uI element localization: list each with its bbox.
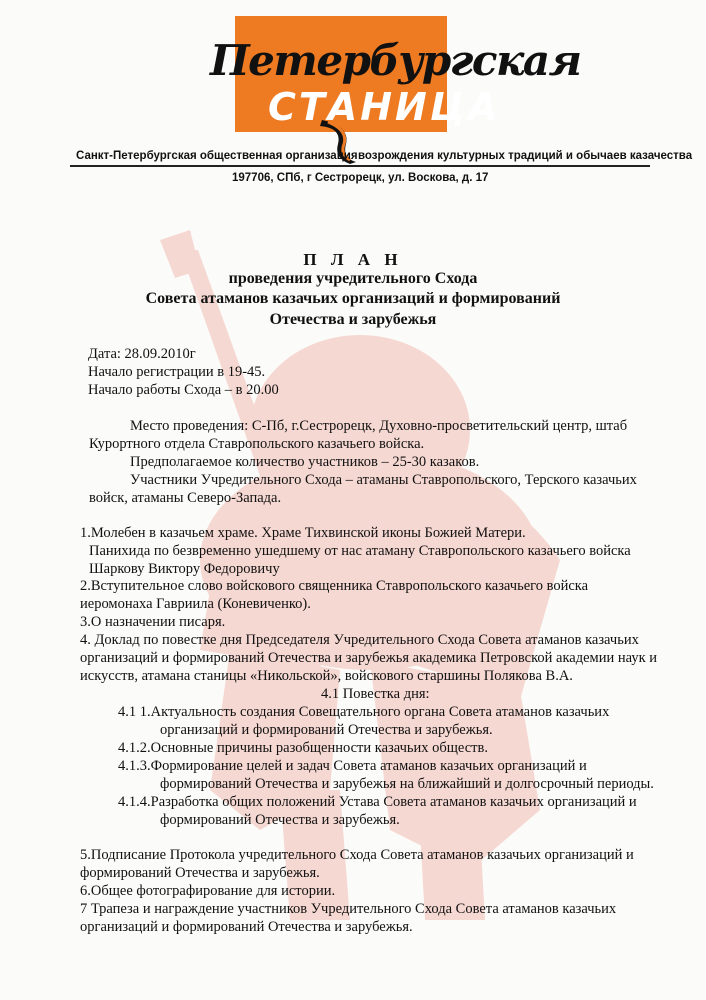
- agenda-item-6: 6.Общее фотографирование для истории.: [80, 883, 336, 899]
- letterhead-divider: [70, 165, 650, 167]
- agenda-item-2-line-1: 2.Вступительное слово войскового священника Ставропольского казачьего войска: [80, 578, 589, 594]
- agenda-item-1-line-2: Панихида по безвременно ушедшему от нас атаману Ставропольского казачьего войска: [89, 543, 631, 559]
- registration-line: Начало регистрации в 19-45.: [88, 364, 266, 380]
- org-address: 197706, СПб, г Сестрорецк, ул. Воскова, д. 17: [232, 172, 489, 184]
- date-line: Дата: 28.09.2010г: [88, 346, 196, 362]
- logo-subtitle: СТАНИЦА: [268, 85, 501, 129]
- agenda-item-4-line-3: искусств, атамана станицы «Никольской», войскового старшины Полякова В.А.: [80, 668, 573, 684]
- venue-line-1: Место проведения: С-Пб, г.Сестрорецк, Духовно-просветительский центр, штаб: [130, 418, 628, 434]
- agenda-item-5-line-1: 5.Подписание Протокола учредительного Схода Совета атаманов казачьих организаций и: [80, 847, 634, 863]
- participants-line-2: войск, атаманы Северо-Запада.: [89, 490, 282, 506]
- agenda-item-5-line-2: формирований Отечества и зарубежья.: [80, 865, 320, 881]
- agenda-subheading: 4.1 Повестка дня:: [321, 686, 430, 702]
- agenda-item-1-line-1: 1.Молебен в казачьем храме. Храме Тихвинской иконы Божией Матери.: [80, 525, 526, 541]
- agenda-item-4-line-1: 4. Доклад по повестке дня Председателя Учредительного Схода Совета атаманов казачьих: [80, 632, 639, 648]
- plan-title-line3: Совета атаманов казачьих организаций и формирований: [145, 290, 561, 307]
- venue-line-2: Курортного отдела Ставропольского казачьего войска.: [89, 436, 425, 452]
- agenda-item-7-line-1: 7 Трапеза и награждение участников Учредительного Схода Совета атаманов казачьих: [80, 901, 617, 917]
- subitem-3-line-2: формирований Отечества и зарубежья на ближайший и долгосрочный периоды.: [160, 776, 654, 792]
- subitem-4-line-1: 4.1.4.Разработка общих положений Устава Совета атаманов казачьих организаций и: [118, 794, 637, 810]
- agenda-item-4-line-2: организаций и формирований Отечества и зарубежья академика Петровской академии наук и: [80, 650, 657, 666]
- agenda-item-2-line-2: иеромонаха Гавриила (Коневиченко).: [80, 596, 311, 612]
- subitem-4-line-2: формирований Отечества и зарубежья.: [160, 812, 400, 828]
- plan-heading: П Л А Н: [303, 250, 403, 269]
- org-name-right: возрождения культурных традиций и обычаев казачества: [358, 150, 693, 162]
- subitem-3-line-1: 4.1.3.Формирование целей и задач Совета атаманов казачьих организаций и: [118, 758, 587, 774]
- plan-title-line4: Отечества и зарубежья: [269, 311, 437, 328]
- plan-title-line2: проведения учредительного Схода: [228, 270, 478, 287]
- subitem-1-line-1: 4.1 1.Актуальность создания Совещательного органа Совета атаманов казачьих: [118, 704, 610, 720]
- participants-count: Предполагаемое количество участников – 25-30 казаков.: [130, 454, 480, 470]
- logo-title: Петербургская: [210, 36, 581, 85]
- org-name-left: Санкт-Петербургская общественная организация: [76, 150, 358, 162]
- agenda-item-1-line-3: Шаркову Виктору Федоровичу: [89, 561, 280, 577]
- agenda-item-3: 3.О назначении писаря.: [80, 614, 226, 630]
- participants-line-1: Участники Учредительного Схода – атаманы Ставропольского, Терского казачьих: [130, 472, 637, 488]
- start-line: Начало работы Схода – в 20.00: [88, 382, 279, 398]
- agenda-item-7-line-2: организаций и формирований Отечества и зарубежья.: [80, 919, 413, 935]
- subitem-2: 4.1.2.Основные причины разобщенности казачьих обществ.: [118, 740, 488, 756]
- subitem-1-line-2: организаций и формирований Отечества и зарубежья.: [160, 722, 493, 738]
